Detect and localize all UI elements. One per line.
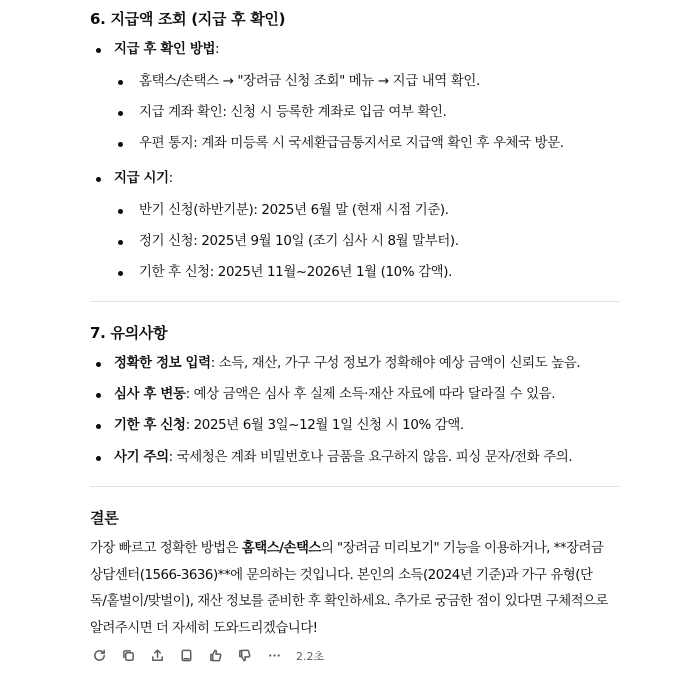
read-aloud-icon[interactable]	[177, 646, 195, 664]
section-7-heading: 7. 유의사항	[90, 324, 168, 342]
bullet	[96, 393, 101, 398]
conclusion-paragraph	[90, 536, 630, 642]
paragraph-line: 독/홑벌이/맞벌이), 재산 정보를 준비한 후 확인하세요. 추가로 궁금한 점이 있다면 구체적으로	[90, 594, 608, 609]
bullet	[118, 80, 123, 85]
group-label: 지급 후 확인 방법	[114, 42, 216, 57]
divider	[90, 486, 620, 487]
response-time: 2.2초	[296, 650, 325, 663]
chat-response: 6. 지급액 조회 (지급 후 확인) 지급 후 확인 방법: 홈택스/손택스 → "장려금 신청 조회" 메뉴 → 지급 내역 확인. 지급 계좌 확인: 신청 시 등록한 계좌로 입금 여부 확인. 우편 통지: 계좌 미등록 시 국세환급금통지서로 지급액 확인 후 우체국 방문. 지급 시기: 반기 신청(하반기분): 2025년 6월 말 (현재 시점 기준). 정기 신청: 2025년 9월 10일 (조기 심사 시 8월 말부터). 기한 후 신청: 2025년 11월~2026년 1월 (10% 감액). 7. 유의사항 정확한 정보 입력: 소득, 재산, 가구 구성 정보가 정확해야 예상 금액이 신뢰도 높음. 심사 후 변동: 예상 금액은 심사 후 실제 소득·재산 자료에 따라 달라질 수 있음. 기한 후 신청: 2025년 6월 3일~12월 1일 신청 시 10% 감액. 사기 주의: 국세청은 계좌 비밀번호나 금품을 요구하지 않음. 피싱 문자/전화 주의. 결론 가장 빠르고 정확한 방법은 홈택스/손택스의 "장려금 미리보기" 기능을 이용하거나, **장려금 상담센터(1566-3636)**에 문의하는 것입니다. 본인의 소득(2024년 기준)과 가구 유형(단 독/홑벌이/맞벌이), 재산 정보를 준비한 후 확인하세요. 추가로 궁금한 점이 있다면 구체적으로 알려주시면 더 자세히 도와드리겠습니다! 2.2초	[0, 0, 700, 700]
copy-icon[interactable]	[119, 646, 137, 664]
divider	[90, 301, 620, 302]
bullet	[118, 142, 123, 147]
bullet	[118, 209, 123, 214]
bullet	[118, 111, 123, 116]
bullet	[118, 240, 123, 245]
bullet	[96, 456, 101, 461]
bullet	[96, 362, 101, 367]
more-icon[interactable]	[265, 646, 283, 664]
conclusion-heading: 결론	[90, 509, 119, 527]
thumbs-down-icon[interactable]	[235, 646, 253, 664]
bullet	[96, 177, 101, 182]
regenerate-icon[interactable]	[90, 646, 108, 664]
thumbs-up-icon[interactable]	[206, 646, 224, 664]
paragraph-line: 상담센터(1566-3636)**에 문의하는 것입니다. 본인의 소득(2024년 기준)과 가구 유형(단	[90, 567, 593, 583]
bullet	[96, 424, 101, 429]
section-6-heading: 6. 지급액 조회 (지급 후 확인)	[90, 10, 286, 28]
share-icon[interactable]	[148, 646, 166, 664]
group-label: 지급 시기	[114, 171, 169, 186]
paragraph-line: 알려주시면 더 자세히 도와드리겠습니다!	[90, 620, 318, 636]
bullet	[96, 48, 101, 53]
bullet	[118, 271, 123, 276]
paragraph-line: 가장 빠르고 정확한 방법은 홈택스/손택스의 "장려금 미리보기" 기능을 이용하거나, **장려금	[90, 541, 604, 556]
